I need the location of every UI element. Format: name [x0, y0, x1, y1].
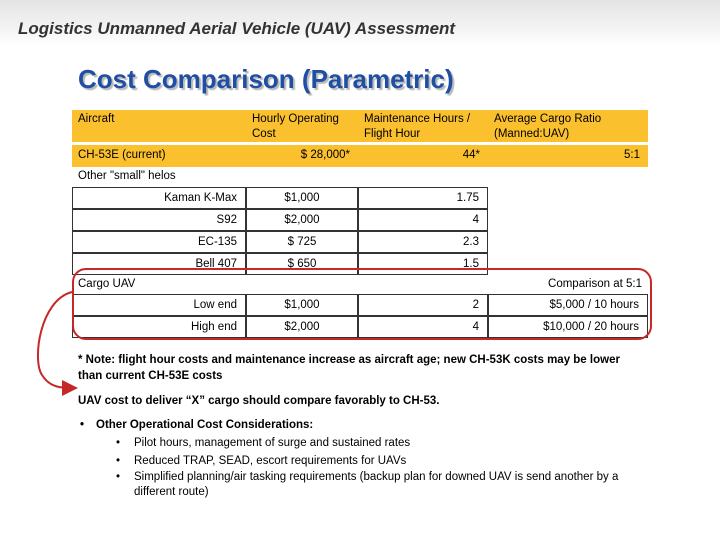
- bullet-main: [78, 416, 648, 434]
- bullet-subitem: [78, 434, 648, 452]
- other-helos-label: Other "small" helos: [78, 170, 176, 182]
- bullet-dot-icon: •: [80, 419, 85, 431]
- uav-cost: $1,000: [246, 294, 358, 316]
- uav-cost: $2,000: [246, 316, 358, 338]
- helo-name: S92: [72, 209, 246, 231]
- helo-cost: $1,000: [246, 187, 358, 209]
- bullet-dot-icon: •: [116, 437, 121, 449]
- helo-maintenance: 1.75: [358, 187, 488, 209]
- uav-cargo-ratio: $10,000 / 20 hours: [488, 316, 648, 338]
- helo-cost: $2,000: [246, 209, 358, 231]
- column-header-hourly-cost: Hourly Operating Cost: [246, 110, 358, 142]
- ch53e-maintenance: 44*: [358, 145, 488, 167]
- footnote: * Note: flight hour costs and maintenance increase as aircraft age; new CH-53K costs may be lower than current CH-53E costs: [78, 354, 620, 382]
- helo-name: EC-135: [72, 231, 246, 253]
- bullet-dot-icon: •: [116, 455, 121, 467]
- cost-considerations-list: [78, 416, 648, 500]
- column-header-aircraft: Aircraft: [72, 110, 246, 142]
- bullet-subitem-text: Reduced TRAP, SEAD, escort requirements for UAVs: [134, 455, 407, 467]
- uav-comparison-label: Comparison at 5:1: [548, 278, 642, 290]
- bullet-subitem-text: Pilot hours, management of surge and sustained rates: [134, 437, 411, 449]
- column-header-cargo-ratio: Average Cargo Ratio (Manned:UAV): [488, 110, 648, 142]
- uav-cargo-ratio: $5,000 / 10 hours: [488, 294, 648, 316]
- helo-cost: $ 650: [246, 253, 358, 275]
- uav-name: Low end: [72, 294, 246, 316]
- aircraft-ch53e: CH-53E (current): [72, 145, 246, 167]
- ch53e-cargo-ratio: 5:1: [488, 145, 648, 167]
- slide-title: Cost Comparison (Parametric): [78, 64, 454, 94]
- uav-name: High end: [72, 316, 246, 338]
- header-title: Logistics Unmanned Aerial Vehicle (UAV) Assessment: [18, 19, 456, 38]
- helo-cost: $ 725: [246, 231, 358, 253]
- bullet-dot-icon: •: [116, 471, 121, 483]
- uav-maintenance: 2: [358, 294, 488, 316]
- helo-maintenance: 1.5: [358, 253, 488, 275]
- helo-name: Bell 407: [72, 253, 246, 275]
- helo-name: Kaman K-Max: [72, 187, 246, 209]
- bullet-subitem: [78, 470, 648, 500]
- helo-maintenance: 2.3: [358, 231, 488, 253]
- uav-cost-statement: UAV cost to deliver “X” cargo should compare favorably to CH-53.: [78, 395, 440, 407]
- uav-maintenance: 4: [358, 316, 488, 338]
- bullet-subitem-text: Simplified planning/air tasking requirements (backup plan for downed UAV is send another by a different route): [134, 471, 619, 498]
- ch53e-cost: $ 28,000*: [246, 145, 358, 167]
- bullet-main-text: Other Operational Cost Considerations:: [96, 419, 314, 431]
- bullet-subitem: [78, 452, 648, 470]
- cargo-uav-label: Cargo UAV: [78, 278, 136, 290]
- helo-maintenance: 4: [358, 209, 488, 231]
- column-header-maintenance: Maintenance Hours / Flight Hour: [358, 110, 488, 142]
